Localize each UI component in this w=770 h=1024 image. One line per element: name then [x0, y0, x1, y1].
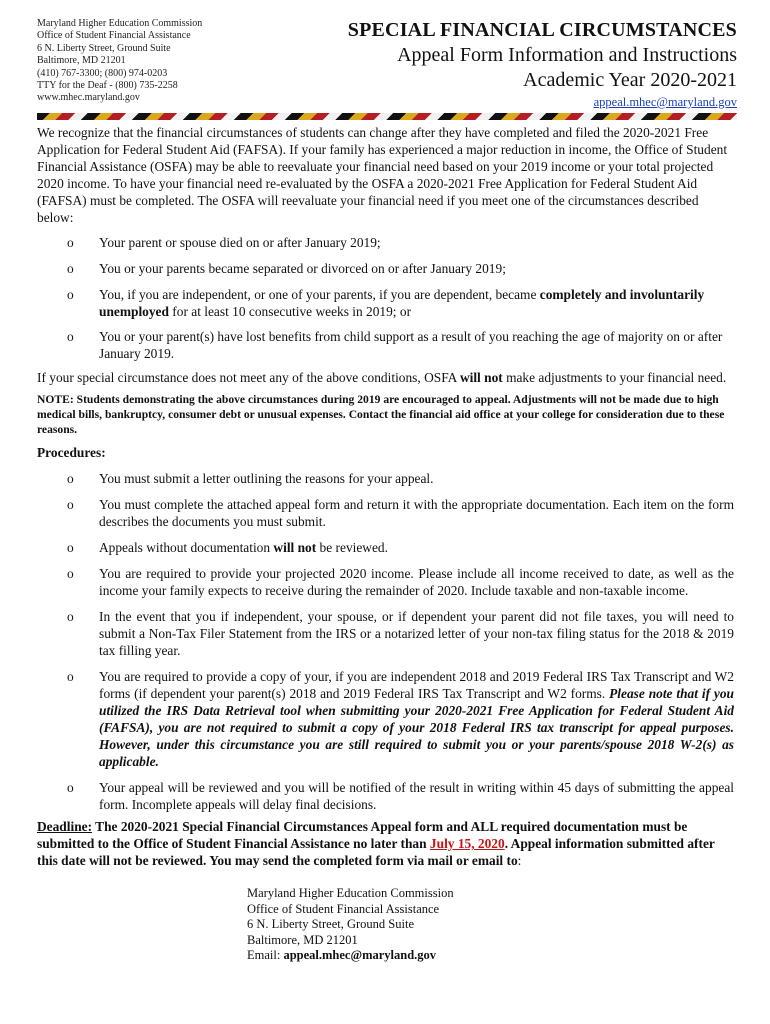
- bullet-marker: o: [67, 235, 74, 250]
- bullet-marker: o: [67, 540, 74, 555]
- bullet-marker: o: [67, 261, 74, 276]
- procedure-text-part: be reviewed.: [316, 540, 388, 555]
- email-label: Email:: [247, 948, 284, 962]
- condition-item: [37, 286, 734, 320]
- address-line: Maryland Higher Education Commission: [247, 886, 454, 900]
- deadline-date: July 15, 2020: [429, 836, 505, 851]
- page-title: SPECIAL FINANCIAL CIRCUMSTANCES: [347, 19, 737, 41]
- contact-line: Baltimore, MD 21201: [37, 55, 126, 67]
- procedure-note-emphasis: Please note that if you utilized the IRS Data Retrieval tool when submitting your 2020-2021 Free Application for Federal Student Aid (FAFSA), you are not required to submit a copy of your 2018 Federal IRS tax transcript for appeal purposes. However, under this circumstance you are still required to submit you or your parents/spouse 2018 W-2(s) as applicable.: [99, 686, 734, 769]
- procedure-item: [37, 779, 734, 813]
- address-line: Baltimore, MD 21201: [247, 932, 358, 947]
- procedure-text: You must submit a letter outlining the reasons for your appeal.: [99, 471, 434, 486]
- contact-line: 6 N. Liberty Street, Ground Suite: [37, 42, 171, 54]
- address-line: Office of Student Financial Assistance: [247, 901, 440, 916]
- academic-year: Academic Year 2020-2021: [523, 69, 737, 91]
- header-email-link[interactable]: appeal.mhec@maryland.gov: [593, 95, 737, 109]
- bullet-marker: o: [67, 329, 74, 344]
- procedure-text: [99, 539, 734, 556]
- bullet-marker: o: [67, 609, 74, 624]
- bullet-marker: o: [67, 287, 74, 302]
- procedure-text: You are required to provide your projected 2020 income. Please include all income received to date, as well as the income your family expects to receive during the remainder of 2020. Include taxable and non-taxable income.: [99, 566, 734, 598]
- procedures-heading: Procedures:: [37, 445, 106, 460]
- condition-text: Your parent or spouse died on or after January 2019;: [99, 235, 381, 250]
- condition-text-part: for at least 10 consecutive weeks in 2019; or: [168, 304, 412, 319]
- procedure-text: Your appeal will be reviewed and you will be notified of the result in writing within 45 days of submitting the appeal form. Incomplete appeals will delay final decisions.: [99, 780, 734, 812]
- procedure-text: [99, 668, 734, 770]
- condition-item: [37, 260, 734, 277]
- note-paragraph: NOTE: Students demonstrating the above circumstances during 2019 are encouraged to appeal. Adjustments will not be made due to high medical bills, bankruptcy, consumer debt or unusual expenses. Contact the financial aid office at your college for consideration due to these reasons.: [37, 393, 725, 436]
- deadline-text: The 2020-2021 Special Financial Circumstances Appeal form and ALL required documentation must be submitted to the Office of Student Financial Assistance no later than: [37, 819, 688, 851]
- bullet-marker: o: [67, 497, 74, 512]
- maryland-flag-divider: [37, 113, 737, 120]
- document-body: [37, 124, 734, 964]
- procedure-text: In the event that you if independent, your spouse, or if dependent your parent did not file taxes, you will need to submit a Non-Tax Filer Statement from the IRS or a notarized letter of your non-tax filing status for the 2018 & 2019 tax filling year.: [99, 609, 734, 658]
- website-link[interactable]: www.mhec.maryland.gov: [37, 92, 140, 104]
- procedure-item: [37, 496, 734, 530]
- bullet-marker: o: [67, 566, 74, 581]
- condition-item: [37, 234, 734, 251]
- title-block: [348, 18, 737, 110]
- procedure-item: [37, 608, 734, 659]
- procedure-text-part: You are required to provide a copy of your, if you are independent 2018 and 2019 Federal IRS Tax Transcript and W2 forms (if dependent your parent(s) 2018 and 2019 Federal IRS Tax Transcript and W2 forms.: [99, 669, 734, 701]
- contact-line: Maryland Higher Education Commission: [37, 18, 203, 29]
- procedure-item: [37, 565, 734, 599]
- contact-line: TTY for the Deaf - (800) 735-2258: [37, 80, 178, 92]
- bullet-marker: o: [67, 780, 74, 795]
- condition-text-part: You, if you are independent, or one of your parents, if you are dependent, became: [99, 287, 540, 302]
- address-line: 6 N. Liberty Street, Ground Suite: [247, 917, 414, 931]
- contact-line: (410) 767-3300; (800) 974-0203: [37, 67, 168, 79]
- deadline-label: Deadline:: [37, 819, 93, 834]
- bullet-marker: o: [67, 669, 74, 684]
- deadline-colon: :: [517, 853, 522, 868]
- bullet-marker: o: [67, 471, 74, 486]
- not-met-text: make adjustments to your financial need.: [502, 370, 727, 385]
- page-subtitle: Appeal Form Information and Instructions: [397, 44, 737, 66]
- procedure-item: [37, 539, 734, 556]
- procedure-item: [37, 470, 734, 487]
- address-email-line: [247, 948, 734, 964]
- condition-text: [99, 286, 734, 320]
- condition-text: You or your parents became separated or divorced on or after January 2019;: [99, 261, 506, 276]
- condition-item: [37, 328, 734, 362]
- procedure-text-part: Appeals without documentation: [99, 540, 274, 555]
- procedure-emphasis: will not: [273, 540, 317, 555]
- condition-emphasis: completely and involuntarily unemployed: [99, 287, 705, 319]
- intro-paragraph: We recognize that the financial circumstances of students can change after they have completed and filed the 2020-2021 Free Application for Federal Student Aid (FAFSA). If your family has experienced a major reduction in income, the Office of Student Financial Assistance (OSFA) may be able to reevaluate your financial need based on your 2019 income or your total projected 2020 income. To have your financial need re-evaluated by the OSFA a 2020-2021 Free Application for Federal Student Aid (FAFSA) must be completed. The OSFA will reevaluate your financial need if you meet one of the circumstances described below:: [37, 125, 728, 225]
- contact-block: [37, 18, 202, 105]
- condition-text: You or your parent(s) have lost benefits from child support as a result of you reaching the age of majority on or after January 2019.: [99, 329, 723, 361]
- mailing-address: [37, 886, 734, 964]
- procedure-item: [37, 668, 734, 770]
- not-met-text: If your special circumstance does not meet any of the above conditions, OSFA: [37, 370, 460, 385]
- not-met-paragraph: [37, 369, 734, 386]
- not-met-emphasis: will not: [459, 370, 503, 385]
- procedure-text: You must complete the attached appeal form and return it with the appropriate documentation. Each item on the form describes the documents you must submit.: [99, 497, 734, 529]
- contact-line: Office of Student Financial Assistance: [37, 30, 191, 42]
- mailing-email-link[interactable]: appeal.mhec@maryland.gov: [283, 948, 437, 962]
- letterhead: [37, 18, 737, 110]
- deadline-paragraph: [37, 818, 734, 869]
- deadline-text: . Appeal information submitted after this date will not be reviewed. You may send the completed form via mail or email to: [37, 836, 715, 868]
